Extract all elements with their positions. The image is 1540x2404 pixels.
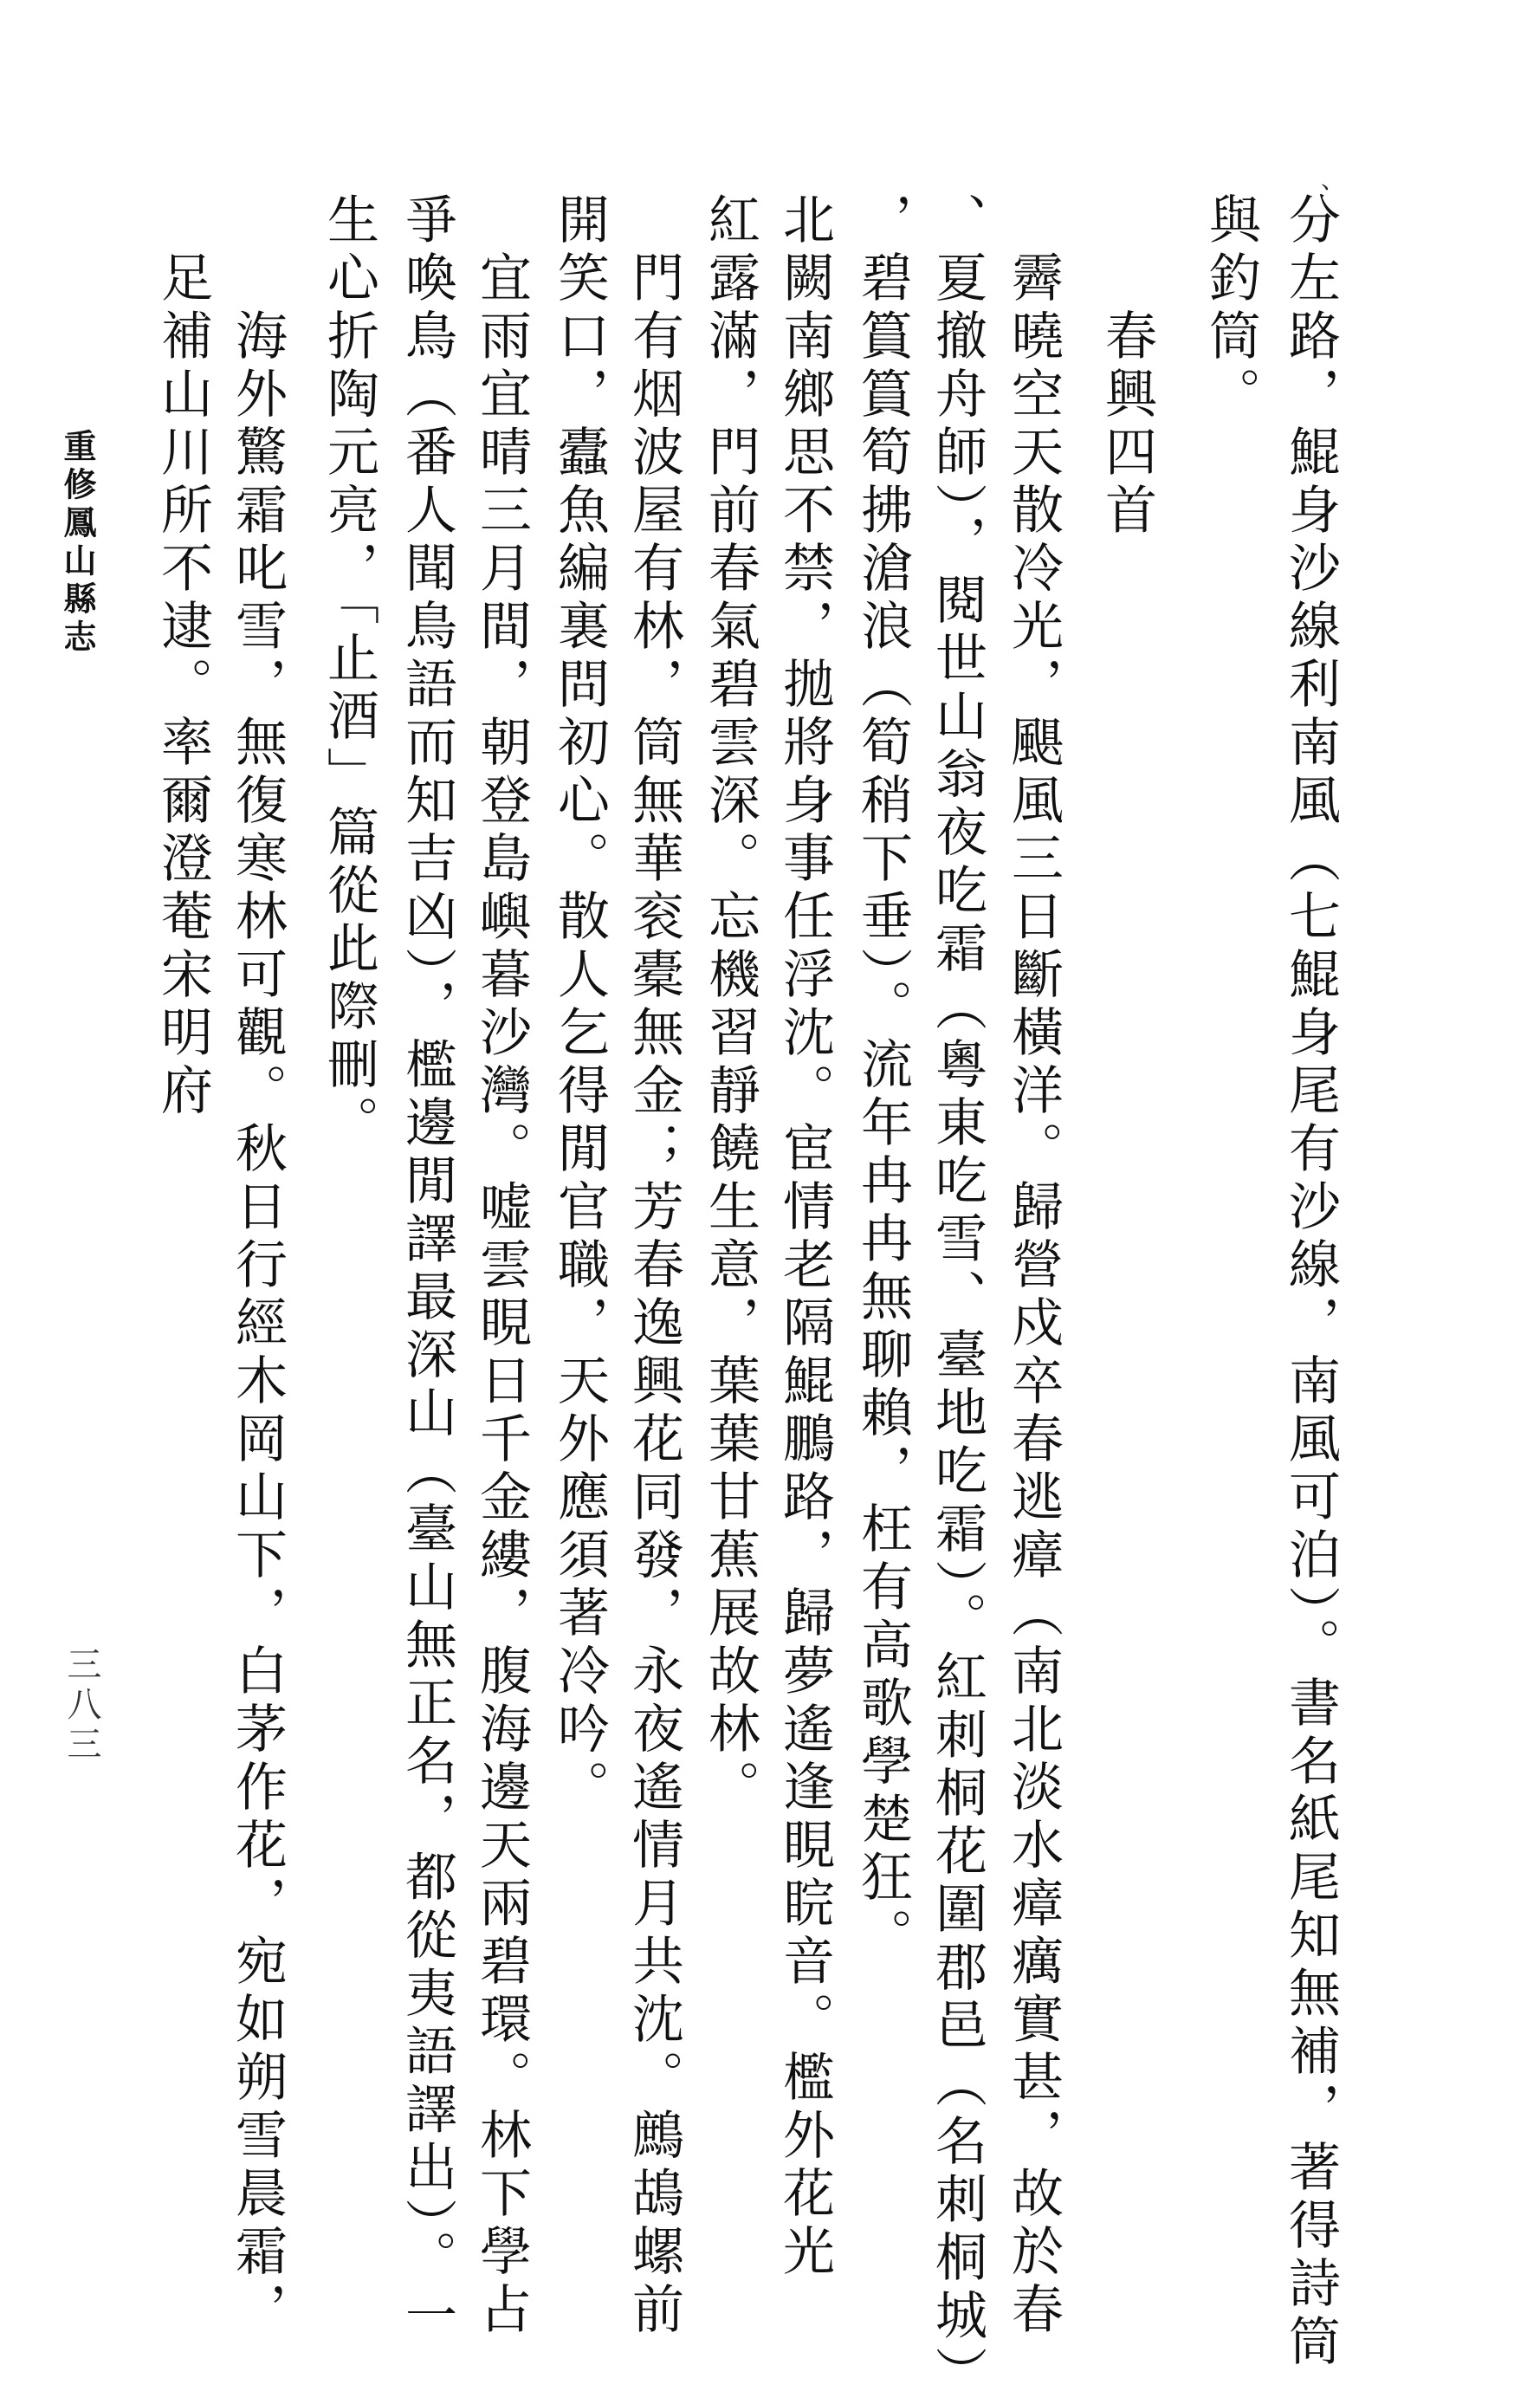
text-column-7: 北闕南鄉思不禁，拋將身事任浮沈。宦情老隔鯤鵬路，歸夢遙逢睍睆音。檻外花光 [774,192,835,2282]
text-column-15: 足補山川所不逮。率爾澄菴宋明府 [152,192,213,1121]
text-column-5: 、夏撤舟師），閱世山翁夜吃霜（粵東吃雪、臺地吃霜）。紅刺桐花圍郡邑（名刺桐城） [927,192,987,2404]
punctuation-mark: 、 [1321,165,1346,194]
text-column-6: ，碧篔篔筍拂滄浪（筍稍下垂）。流年冉冉無聊賴，枉有高歌學楚狂。 [852,192,913,1966]
poem-title: 春興四首 [1097,192,1157,541]
text-column-11: 宜雨宜晴三月間，朝登島嶼暮沙灣。嘘雲睍日千金縷，腹海邊天兩碧環。林下學占 [471,192,532,2340]
book-title-footer: 重修鳳山縣志 [58,429,96,658]
text-column-13: 生心折陶元亮，「止酒」篇從此際刪。 [319,192,379,1153]
text-column-2: 與釣筒。 [1200,192,1261,424]
text-column-12: 爭喚鳥（番人聞鳥語而知吉凶），檻邊閒譯最深山（臺山無正名，都從夷語譯出）。一 [397,192,457,2346]
page-number: 三八三 [61,1646,101,1766]
text-column-8: 紅露滿，門前春氣碧雲深。忘機習靜饒生意，葉葉甘蕉展故林。 [700,192,760,1818]
text-column-9: 門有烟波屋有林，筒無華衮橐無金；芳春逸興花同發，永夜遙情月共沈。鷓鴣螺前 [624,192,684,2340]
text-column-4: 霽曉空天散冷光，颶風三日斷橫洋。歸營戍卒春逃瘴（南北淡水瘴癘實甚，故於春 [1003,192,1064,2340]
text-column-10: 開笑口，蠹魚編裏問初心。散人乞得閒官職，天外應須著冷吟。 [549,192,610,1818]
text-column-14: 海外驚霜叱雪，無復寒林可觀。秋日行經木岡山下，白茅作花，宛如朔雪晨霜， [227,192,288,2340]
text-column-1: 分左路，鯤身沙線利南風（七鯤身尾有沙線，南風可泊）。書名紙尾知無補，著得詩筒 [1280,192,1341,2372]
